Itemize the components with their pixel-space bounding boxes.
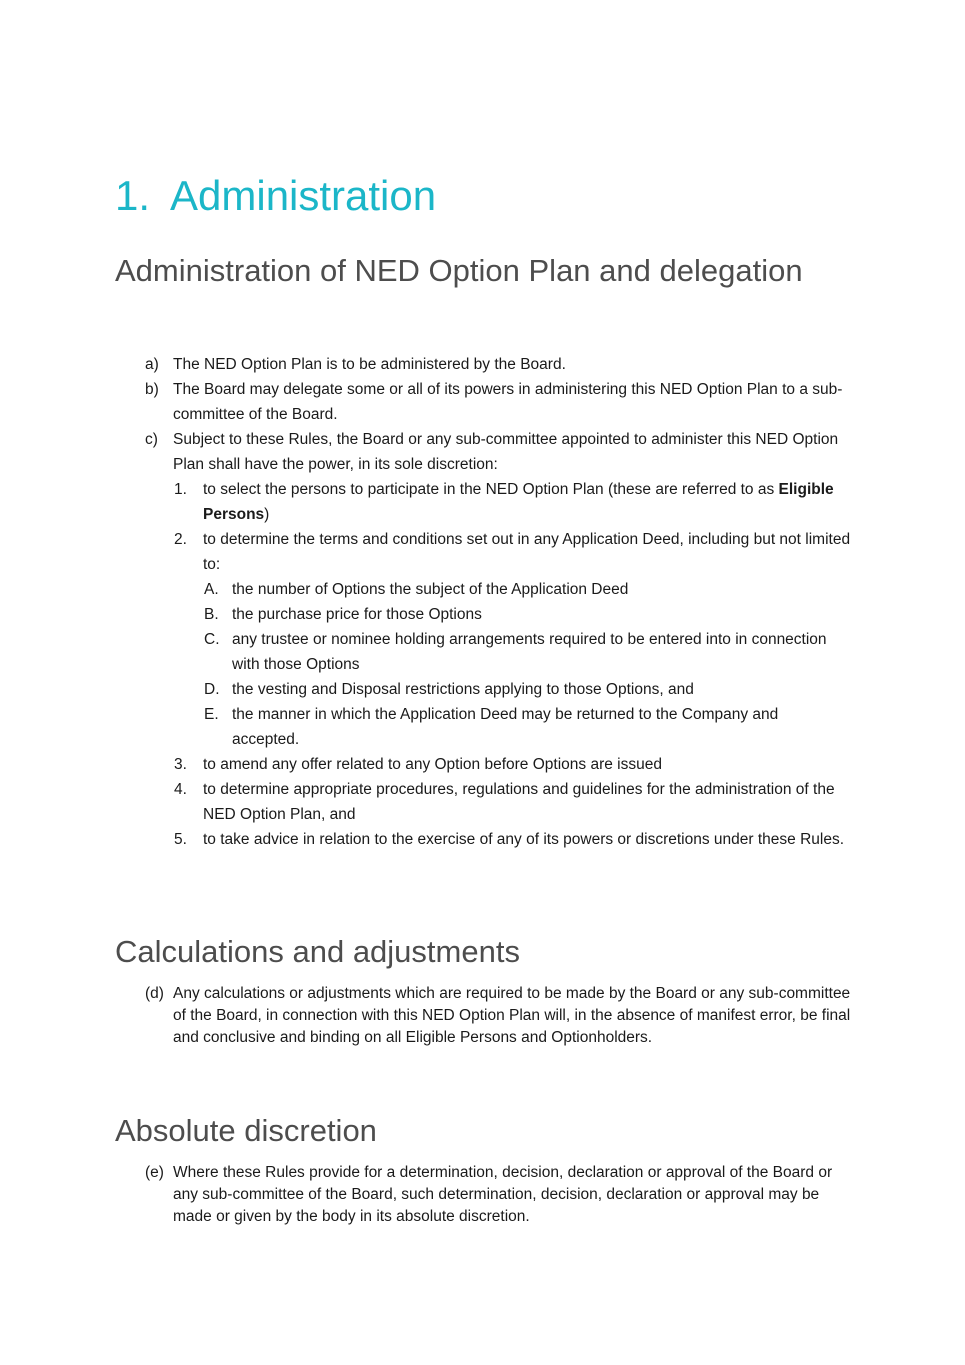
subheading-discretion: Absolute discretion — [115, 1113, 377, 1148]
list-marker: C. — [204, 631, 220, 648]
list-item-text: the purchase price for those Options — [232, 606, 482, 623]
list-marker: a) — [145, 356, 159, 373]
sub-list-item — [0, 527, 853, 577]
sub-sub-list-item — [0, 602, 832, 627]
list-marker: A. — [204, 581, 219, 598]
defined-term: Eligible Persons — [203, 481, 834, 523]
list-item-text: The Board may delegate some or all of its powers in administering this NED Option Plan to a sub-committee of the Board. — [173, 381, 843, 423]
list-item — [0, 352, 853, 377]
sub-list-item — [0, 827, 853, 852]
sub-sub-list-item — [0, 577, 832, 602]
list-marker: 3. — [174, 756, 187, 773]
list-item — [0, 377, 853, 427]
list-marker: B. — [204, 606, 219, 623]
list-marker: 1. — [174, 481, 187, 498]
sub-list-item — [0, 477, 853, 527]
paragraph-marker: (e) — [145, 1164, 164, 1181]
list-marker: D. — [204, 681, 220, 698]
paragraph-calculations — [0, 983, 853, 1049]
paragraph-discretion — [0, 1162, 853, 1228]
list-marker: 5. — [174, 831, 187, 848]
list-item-text: the number of Options the subject of the Application Deed — [232, 581, 629, 598]
administration-list — [0, 352, 853, 852]
list-item-text — [203, 477, 853, 527]
list-item-text: to determine the terms and conditions set out in any Application Deed, including but not limited to: — [203, 531, 851, 573]
section-number: 1. — [115, 172, 151, 219]
list-item-text: to determine appropriate procedures, regulations and guidelines for the administration of the NED Option Plan, and — [203, 781, 835, 823]
sub-list-item — [0, 777, 853, 827]
paragraph-text: Where these Rules provide for a determination, decision, declaration or approval of the Board or any sub-committee of the Board, such determination, decision, declaration or approval may be made or given by the body in its absolute discretion. — [173, 1164, 833, 1225]
paragraph-marker: (d) — [145, 985, 164, 1002]
list-item-text: the manner in which the Application Deed may be returned to the Company and accepted. — [232, 706, 779, 748]
list-item-text: any trustee or nominee holding arrangements required to be entered into in connection with those Options — [232, 631, 827, 673]
list-item-text: to take advice in relation to the exercise of any of its powers or discretions under these Rules. — [203, 831, 845, 848]
section-heading — [115, 171, 436, 221]
subheading-administration: Administration of NED Option Plan and delegation — [115, 253, 803, 288]
list-marker: E. — [204, 706, 219, 723]
text-segment: to select the persons to participate in the NED Option Plan (these are referred to as — [203, 481, 779, 498]
paragraph-text: Any calculations or adjustments which are required to be made by the Board or any sub-committee of the Board, in connection with this NED Option Plan will, in the absence of manifest error, be final and conclusive and binding on all Eligible Persons and Optionholders. — [173, 985, 851, 1046]
list-item-text: The NED Option Plan is to be administered by the Board. — [173, 356, 566, 373]
list-marker: c) — [145, 431, 158, 448]
sub-list-item — [0, 752, 853, 777]
sub-sub-list-item — [0, 677, 832, 702]
subheading-calculations: Calculations and adjustments — [115, 934, 520, 969]
list-item-text: the vesting and Disposal restrictions applying to those Options, and — [232, 681, 694, 698]
section-title: Administration — [170, 172, 437, 219]
list-item-text: Subject to these Rules, the Board or any sub-committee appointed to administer this NED Option Plan shall have the power, in its sole discretion: — [173, 431, 839, 473]
text-segment: ) — [264, 506, 270, 523]
sub-sub-list-item — [0, 627, 832, 677]
list-marker: 4. — [174, 781, 187, 798]
list-item-text: to amend any offer related to any Option before Options are issued — [203, 756, 662, 773]
list-item — [0, 427, 853, 477]
list-marker: 2. — [174, 531, 187, 548]
sub-sub-list-item — [0, 702, 832, 752]
list-marker: b) — [145, 381, 159, 398]
